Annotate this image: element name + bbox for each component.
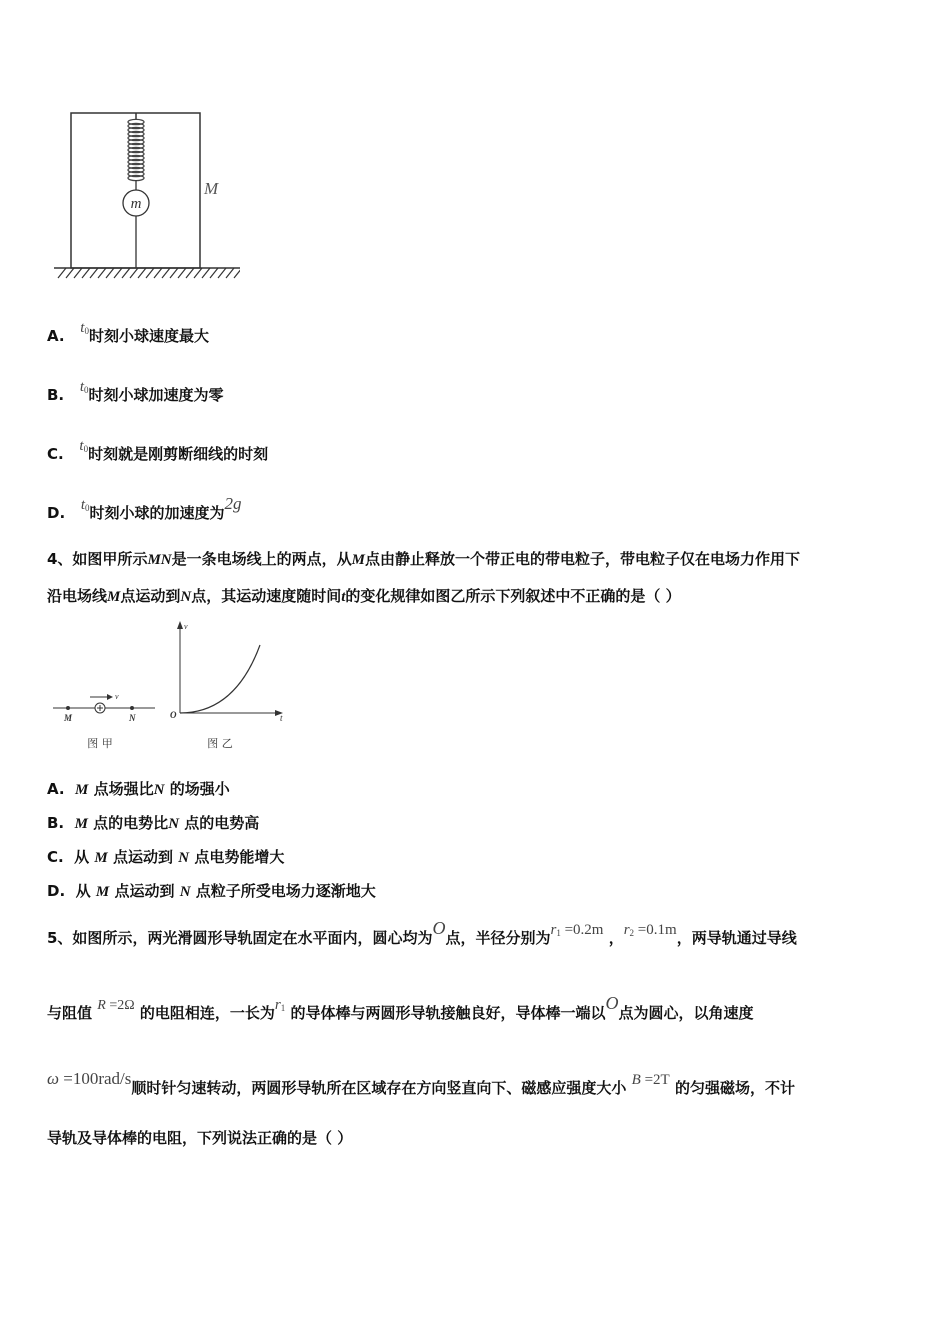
q4-option-a: A. M 点场强比N 的场强小 bbox=[47, 780, 230, 798]
t-axis-label: t bbox=[280, 713, 283, 723]
caption-jia: 图 甲 bbox=[87, 737, 113, 750]
q4-option-d: D. 从 M 点运动到 N 点粒子所受电场力逐渐地大 bbox=[47, 882, 376, 900]
caption-yi: 图 乙 bbox=[207, 737, 233, 750]
M-label: M bbox=[64, 713, 73, 723]
N-label: N bbox=[129, 713, 136, 723]
figure-jia bbox=[45, 685, 165, 755]
ball-label: m bbox=[130, 196, 142, 212]
q5-line1: 5、如图所示，两光滑圆形导轨固定在水平面内，圆心均为O点，半径分别为$r_1 =0.2m$ ，$r_2 =0.1m$，两导轨通过导线 bbox=[47, 918, 797, 947]
q4-option-b: B. M 点的电势比N 点的电势高 bbox=[47, 814, 260, 832]
origin-label: O bbox=[170, 710, 177, 720]
q4-option-c: C. 从 M 点运动到 N 点电势能增大 bbox=[47, 848, 285, 866]
v-t-curve bbox=[180, 645, 260, 713]
point-M bbox=[66, 706, 70, 710]
spring bbox=[128, 119, 144, 180]
q5-line2: 与阻值 R =2Ω 的电阻相连，一长为$r_1$ 的导体棒与两圆形导轨接触良好，导体棒一端以O点为圆心，以角速度 bbox=[47, 993, 754, 1022]
spring-ball-figure bbox=[40, 100, 240, 285]
q5-line4: 导轨及导体棒的电阻，下列说法正确的是（ ） bbox=[47, 1129, 353, 1147]
v-axis-label: v bbox=[184, 622, 188, 631]
q5-line3: ω =100rad/s顺时针匀速转动，两圆形导轨所在区域存在方向竖直向下、磁感应强度大小 B =2T 的匀强磁场，不计 bbox=[47, 1069, 795, 1097]
box-label: M bbox=[204, 179, 219, 198]
point-N bbox=[130, 706, 134, 710]
figure-yi bbox=[165, 618, 290, 755]
q4-stem-line1: 4、如图甲所示MN是一条电场线上的两点，从M点由静止释放一个带正电的带电粒子，带电粒子仅在电场力作用下 bbox=[47, 550, 800, 568]
v-label: v bbox=[115, 692, 119, 701]
q3-option-a: A. $t_0$时刻小球速度最大 bbox=[47, 320, 209, 345]
q3-option-b: B. $t_0$时刻小球加速度为零 bbox=[47, 379, 224, 404]
q3-option-c: C. $t_0$时刻就是刚剪断细线的时刻 bbox=[47, 438, 269, 463]
q4-stem-line2: 沿电场线M点运动到N点，其运动速度随时间t的变化规律如图乙所示下列叙述中不正确的是（ ） bbox=[47, 587, 681, 605]
q3-option-d: D. $t_0$时刻小球的加速度为2g bbox=[47, 494, 242, 522]
